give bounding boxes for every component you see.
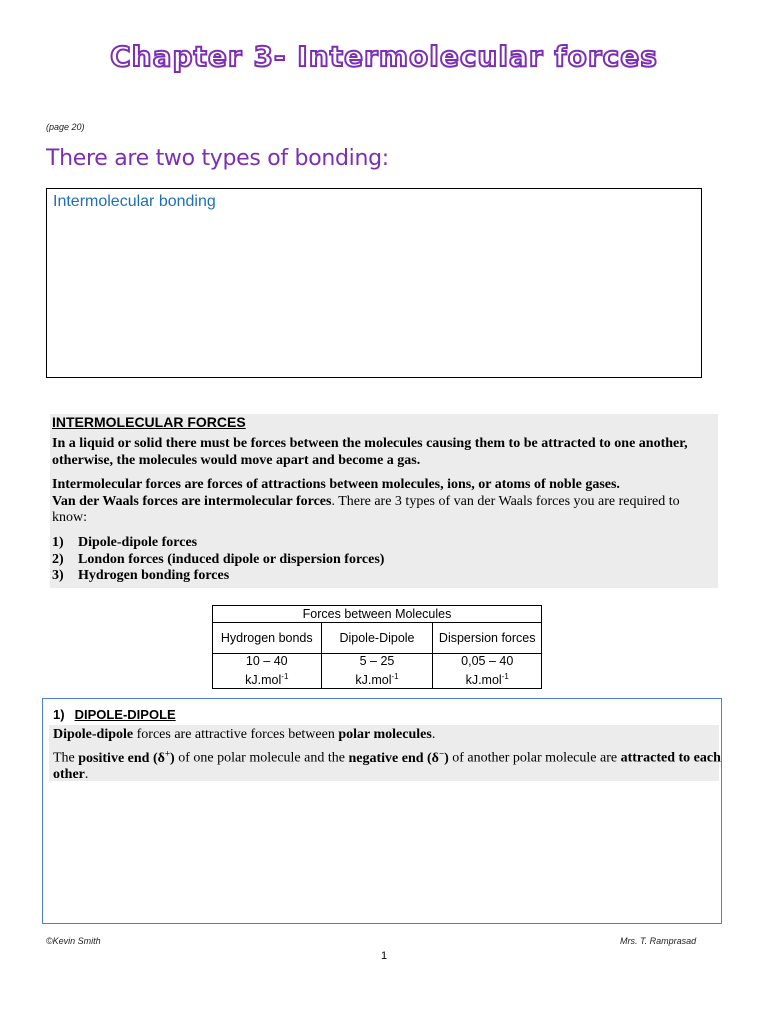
- value-dipole-dipole: 5 – 25 kJ.mol$^{-1}$: [321, 654, 433, 689]
- intermolecular-bonding-answer-box[interactable]: [46, 188, 702, 378]
- header-hydrogen-bonds: Hydrogen bonds: [213, 623, 322, 654]
- definition-paragraph: [52, 477, 716, 527]
- table-row: [213, 654, 542, 689]
- dipole-dipole-explanation: The positive end (δ+) of one polar molecule and the negative end (δ−) of another polar molecule are attracted to each other.: [53, 748, 721, 783]
- table-row: [213, 623, 542, 654]
- value-hydrogen-bonds: 10 – 40 kJ.mol$^{-1}$: [213, 654, 322, 689]
- force-types-list: [52, 535, 716, 585]
- value-dispersion-forces: 0,05 – 40 kJ.mol$^{-1}$: [433, 654, 542, 689]
- definition-bold: Intermolecular forces are forces of attractions between molecules, ions, or atoms of noble gases.: [52, 477, 620, 492]
- intermolecular-forces-panel: [50, 414, 718, 588]
- intermolecular-forces-title: INTERMOLECULAR FORCES: [52, 414, 246, 430]
- header-dispersion-forces: Dispersion forces: [433, 623, 542, 654]
- forces-between-molecules-table: [212, 605, 542, 689]
- dipole-dipole-answer-box[interactable]: [42, 698, 722, 924]
- footer-author: Mrs. T. Ramprasad: [620, 936, 697, 946]
- list-item: 2) London forces (induced dipole or dispersion forces): [52, 551, 385, 567]
- list-item: 3) Hydrogen bonding forces: [52, 568, 230, 583]
- list-item: 1) Dipole-dipole forces: [52, 535, 198, 550]
- dipole-dipole-title: 1) DIPOLE-DIPOLE: [53, 707, 176, 722]
- intro-paragraph: In a liquid or solid there must be forces between the molecules causing them to be attracted to one another, otherwise, the molecules would move apart and become a gas.: [52, 436, 688, 468]
- header-dipole-dipole: Dipole-Dipole: [321, 623, 433, 654]
- vdw-rest: . There are 3 types of van der Waals forces you are required to know:: [52, 493, 680, 525]
- footer-copyright: ©Kevin Smith: [46, 936, 101, 946]
- bonding-types-heading: There are two types of bonding:: [46, 146, 389, 171]
- vdw-bold: Van der Waals forces are intermolecular forces: [52, 493, 332, 509]
- table-caption: Forces between Molecules: [213, 606, 542, 623]
- dipole-dipole-definition: Dipole-dipole forces are attractive forces between polar molecules.: [53, 727, 436, 742]
- page-number: 1: [380, 950, 388, 962]
- chapter-title: Chapter 3- Intermolecular forces: [110, 40, 658, 73]
- intermolecular-bonding-label: Intermolecular bonding: [53, 193, 216, 210]
- page-reference: (page 20): [46, 122, 85, 132]
